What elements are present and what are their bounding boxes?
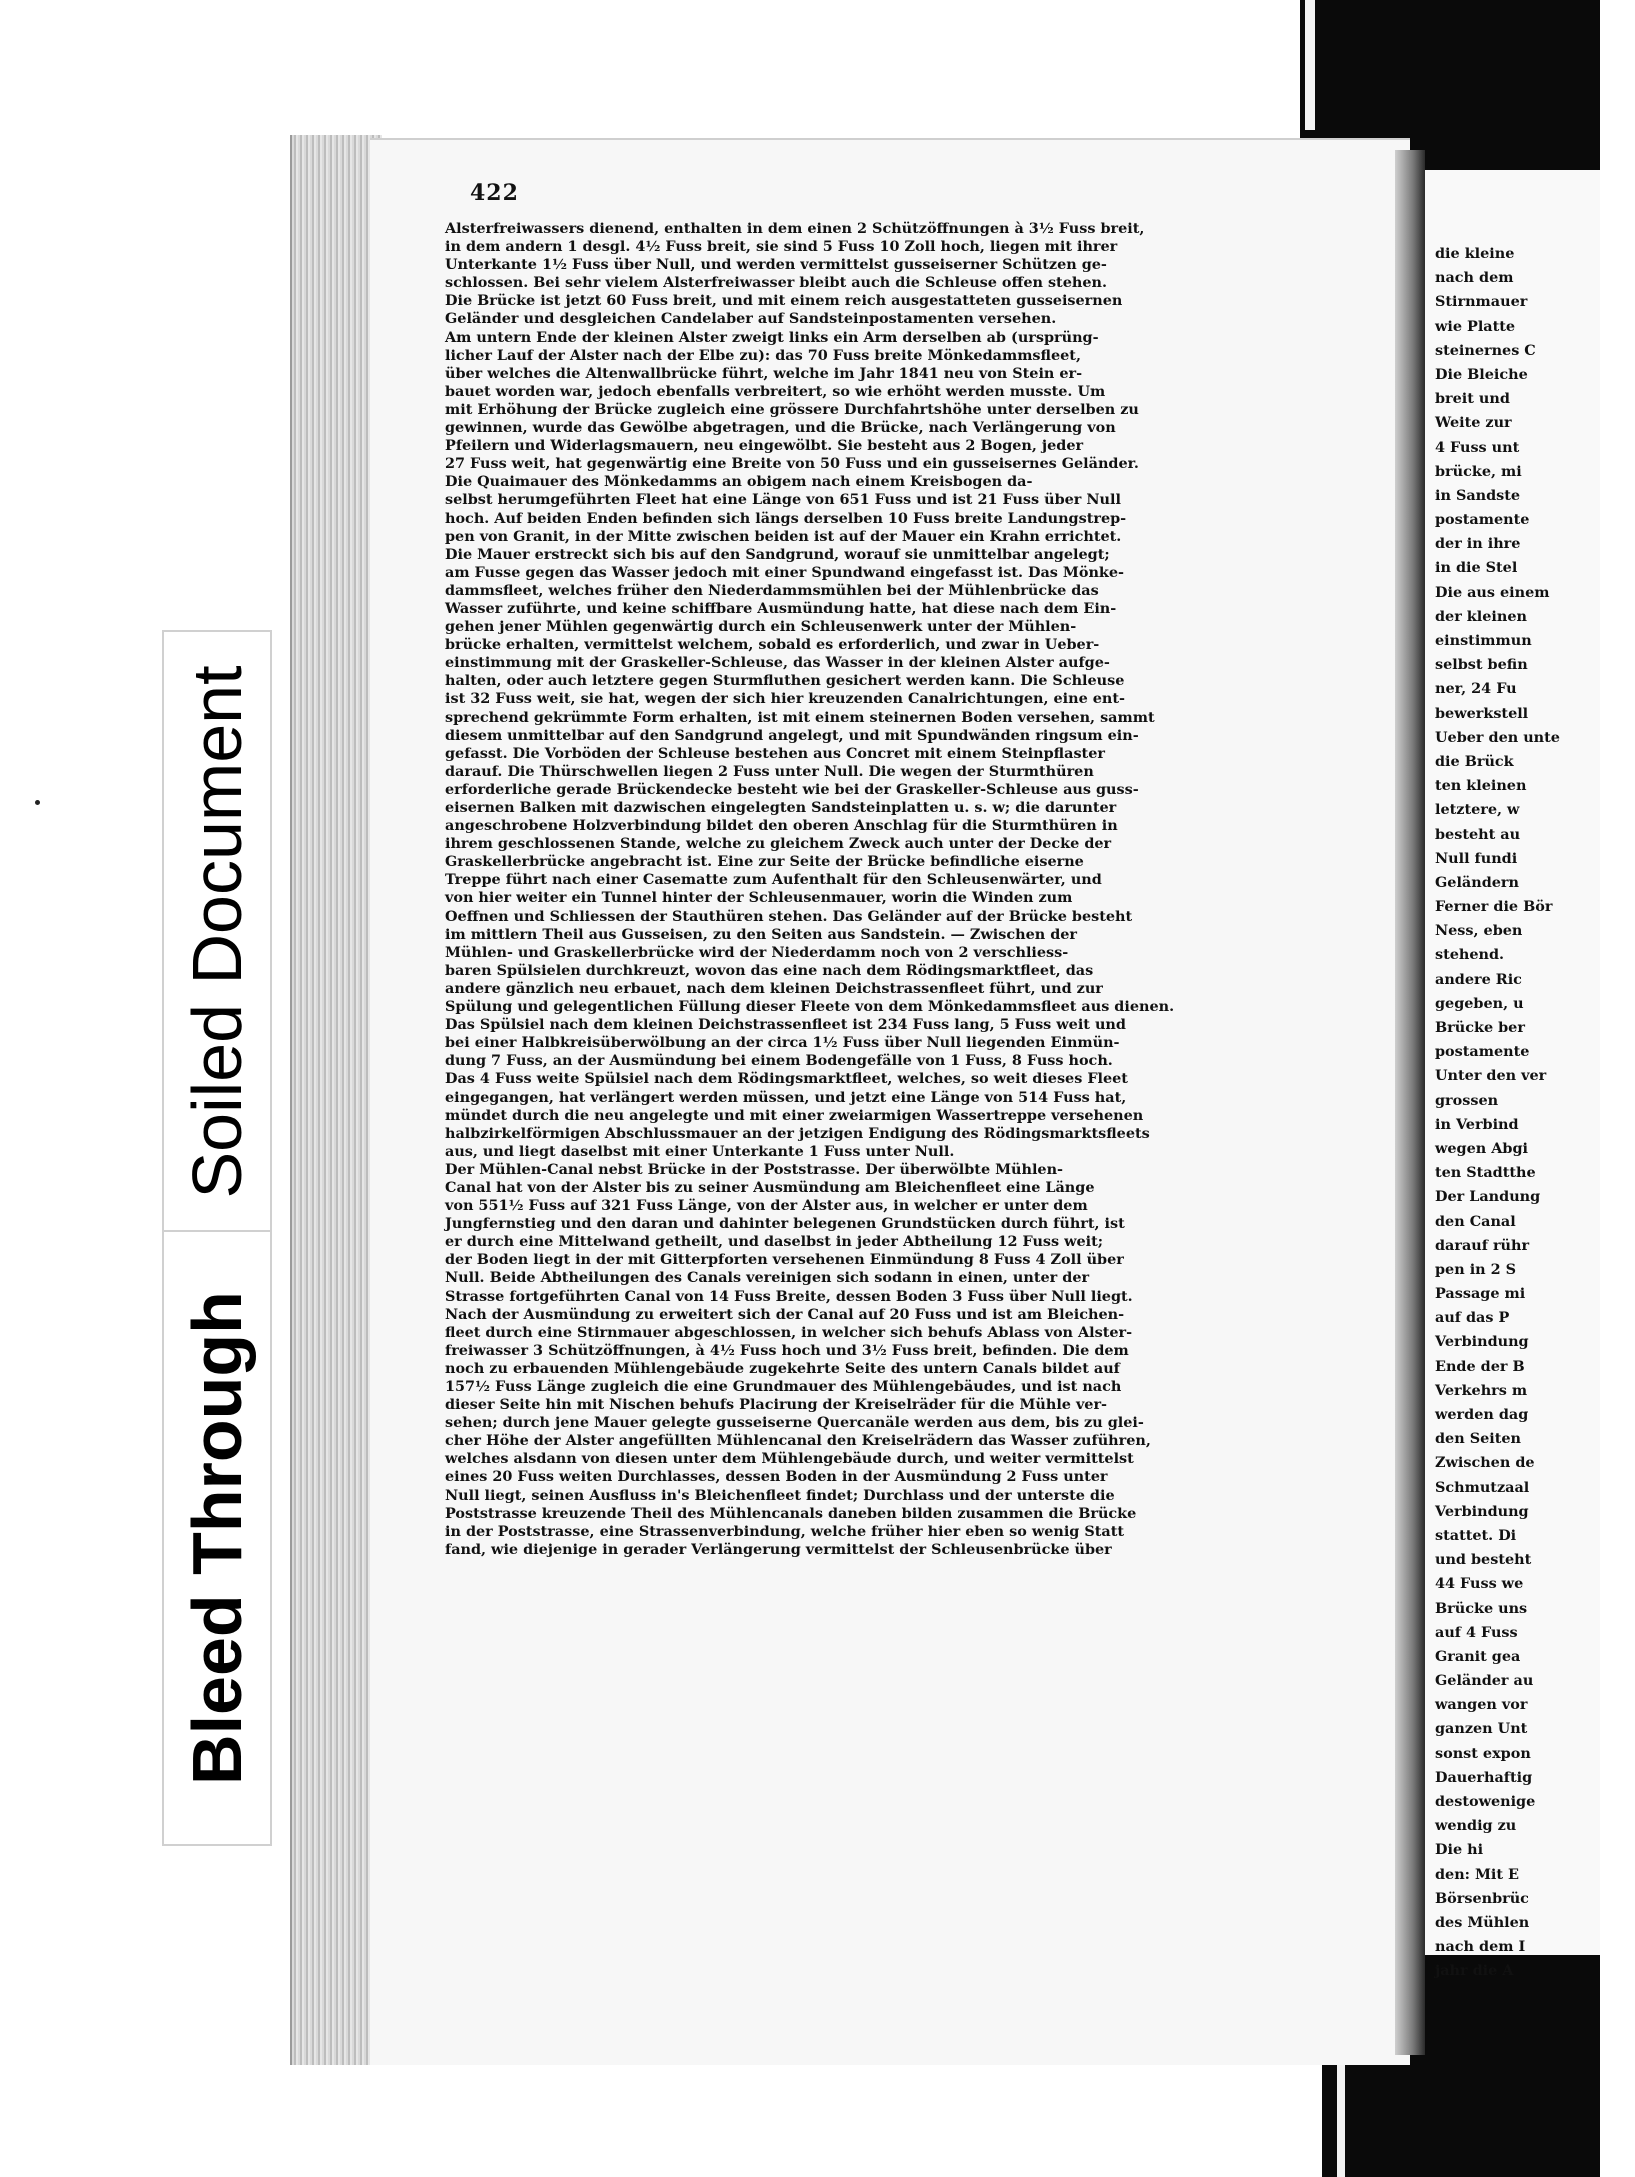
text-line: in dem andern 1 desgl. 4½ Fuss breit, sie sind 5 Fuss 10 Zoll hoch, liegen mit ihrer (445, 238, 1118, 256)
text-line: Weite zur (1435, 414, 1512, 432)
text-line: den Seiten (1435, 1430, 1521, 1448)
text-line: Der Mühlen-Canal nebst Brücke in der Poststrasse. Der überwölbte Mühlen- (445, 1160, 1064, 1178)
text-line: des Mühlen (1435, 1913, 1530, 1931)
text-line: stehend. (1435, 946, 1505, 964)
text-line: jahr die A (1435, 1962, 1514, 1980)
text-line: fleet durch eine Stirnmauer abgeschlossen, in welcher sich behufs Ablass von Alster- (445, 1323, 1133, 1341)
text-line: Unterkante 1½ Fuss über Null, und werden vermittelst gusseiserner Schützen ge- (445, 256, 1107, 274)
text-line: im mittlern Theil aus Gusseisen, zu den Seiten aus Sandstein. — Zwischen der (445, 925, 1077, 943)
text-line: gegeben, u (1435, 994, 1524, 1012)
text-line: dung 7 Fuss, an der Ausmündung bei einem Bodengefälle von 1 Fuss, 8 Fuss hoch. (445, 1052, 1113, 1070)
text-line: angeschrobene Holzverbindung bildet den oberen Anschlag für die Sturmthüren in (445, 817, 1118, 835)
text-line: über welches die Altenwallbrücke führt, welche im Jahr 1841 neu von Stein er- (445, 364, 1083, 382)
text-line: darauf. Die Thürschwellen liegen 2 Fuss unter Null. Die wegen der Sturmthüren (445, 762, 1094, 780)
text-line: ganzen Unt (1435, 1720, 1528, 1738)
text-line: wangen vor (1435, 1696, 1528, 1714)
text-line: ist 32 Fuss weit, sie hat, wegen der sich hier kreuzenden Canalrichtungen, eine ent- (445, 690, 1126, 708)
text-line: Null liegt, seinen Ausfluss in's Bleichenfleet findet; Durchlass und der unterste die (445, 1486, 1115, 1504)
text-line: bauet worden war, jedoch ebenfalls verbreitert, so wie erhöht werden musste. Um (445, 382, 1106, 400)
text-line: Granit gea (1435, 1647, 1521, 1665)
page-body-text (445, 220, 1365, 1559)
text-line: postamente (1435, 1043, 1530, 1061)
text-line: in Sandste (1435, 486, 1521, 504)
text-line: wie Platte (1435, 317, 1516, 335)
text-line: postamente (1435, 511, 1530, 529)
text-line: gewinnen, wurde das Gewölbe abgetragen, und die Brücke, nach Verlängerung von (445, 419, 1116, 437)
text-line: dammsfleet, welches früher den Niederdammsmühlen bei der Mühlenbrücke das (445, 581, 1099, 599)
text-line: breit und (1435, 390, 1510, 408)
text-line: bewerkstell (1435, 704, 1529, 722)
text-line: Ferner die Bör (1435, 898, 1553, 916)
text-line: sehen; durch jene Mauer gelegte gusseiserne Quercanäle werden aus dem, bis zu glei- (445, 1414, 1144, 1432)
text-line: selbst herumgeführten Fleet hat eine Länge von 651 Fuss und ist 21 Fuss über Null (445, 491, 1121, 509)
text-line: in die Stel (1435, 559, 1518, 577)
text-line: Brücke ber (1435, 1019, 1525, 1036)
book-page-right (1425, 170, 1600, 1980)
text-line: Geländer au (1435, 1672, 1534, 1690)
text-line: Stirnmauer (1435, 293, 1528, 311)
text-line: der Boden liegt in der mit Gitterpforten versehenen Einmündung 8 Fuss 4 Zoll über (445, 1251, 1124, 1269)
text-line: Brücke uns (1435, 1599, 1528, 1617)
soiled-document-text: Soiled Document (178, 665, 256, 1199)
text-line: Alsterfreiwassers dienend, enthalten in dem einen 2 Schützöffnungen à 3½ Fuss breit, (445, 220, 1145, 237)
text-line: Passage mi (1435, 1285, 1526, 1303)
text-line: ten kleinen (1435, 777, 1527, 795)
text-line: den: Mit E (1435, 1865, 1520, 1883)
text-line: in Verbind (1435, 1115, 1519, 1133)
text-line: cher Höhe der Alster angefüllten Mühlencanal den Kreiselrädern das Wasser zuführen, (445, 1432, 1151, 1450)
text-line: pen in 2 S (1435, 1260, 1517, 1278)
text-line: letztere, w (1435, 801, 1520, 819)
text-line: Canal hat von der Alster bis zu seiner Ausmündung am Bleichenfleet eine Länge (445, 1178, 1095, 1196)
text-line: die Brück (1435, 752, 1514, 770)
text-line: grossen (1435, 1091, 1499, 1109)
text-line: der in ihre (1435, 535, 1521, 553)
text-line: Jungfernstieg und den daran und dahinter belegenen Grundstücken durch führt, ist (445, 1215, 1125, 1233)
text-line: in der Poststrasse, eine Strassenverbindung, welche früher hier eben so wenig Statt (445, 1522, 1125, 1540)
text-line: 157½ Fuss Länge zugleich die eine Grundmauer des Mühlengebäudes, und ist nach (445, 1378, 1122, 1395)
text-line: wendig zu (1435, 1817, 1517, 1835)
text-line: 44 Fuss we (1435, 1575, 1524, 1593)
text-line: Verbindung (1435, 1333, 1529, 1351)
text-line: hoch. Auf beiden Enden befinden sich längs derselben 10 Fuss breite Landungstrep- (445, 509, 1127, 527)
text-line: Zwischen de (1435, 1454, 1535, 1472)
text-line: licher Lauf der Alster nach der Elbe zu): das 70 Fuss breite Mönkedammsfleet, (445, 346, 1081, 364)
text-line: auf 4 Fuss (1435, 1623, 1518, 1641)
text-line: von 551½ Fuss auf 321 Fuss Länge, von der Alster aus, in welcher er unter dem (445, 1197, 1088, 1215)
text-line: ihrem geschlossenen Stande, welche zu gleichem Zweck auch unter der Decke der (445, 835, 1112, 853)
text-line: Geländer und desgleichen Candelaber auf Sandsteinpostamenten versehen. (445, 310, 1057, 328)
text-line: sprechend gekrümmte Form erhalten, ist mit einem steinernen Boden versehen, sammt (445, 708, 1155, 726)
text-line: Börsenbrüc (1435, 1889, 1529, 1907)
text-line: andere Ric (1435, 970, 1522, 988)
text-line: Null fundi (1435, 849, 1518, 867)
text-line: Ness, eben (1435, 922, 1523, 940)
text-line: halten, oder auch letztere gegen Sturmfluthen gesichert werden kann. Die Schleuse (445, 672, 1125, 690)
text-line: Unter den ver (1435, 1067, 1547, 1085)
text-line: brücke, mi (1435, 462, 1522, 480)
bleed-through-label (162, 1230, 272, 1846)
text-line: eines 20 Fuss weiten Durchlasses, dessen Boden in der Ausmündung 2 Fuss unter (445, 1468, 1108, 1486)
text-line: selbst befin (1435, 656, 1528, 674)
text-line: andere gänzlich neu erbauet, nach dem kleinen Deichstrassenfleet führt, und zur (445, 979, 1103, 997)
text-line: brücke erhalten, vermittelst welchem, sobald es erforderlich, und zwar in Ueber- (445, 636, 1100, 654)
text-line: Poststrasse kreuzende Theil des Mühlencanals daneben bilden zusammen die Brücke (445, 1504, 1137, 1522)
text-line: und besteht (1435, 1551, 1532, 1569)
soiled-document-label (162, 630, 272, 1234)
text-line: von hier weiter ein Tunnel hinter der Schleusenmauer, worin die Winden zum (445, 889, 1073, 907)
text-line: Die hi (1435, 1841, 1484, 1859)
text-line: am Fusse gegen das Wasser jedoch mit einer Spundwand eingefasst ist. Das Mönke- (445, 563, 1125, 581)
text-line: destowenige (1435, 1793, 1536, 1810)
text-line: wegen Abgi (1435, 1139, 1528, 1157)
text-line: freiwasser 3 Schützöffnungen, à 4½ Fuss hoch und 3½ Fuss breit, befinden. Die dem (445, 1341, 1129, 1359)
text-line: diesem unmittelbar auf den Sandgrund angelegt, und mit Spundwänden ringsum ein- (445, 726, 1139, 744)
speck-mark (35, 800, 40, 805)
text-line: auf das P (1435, 1309, 1510, 1327)
text-line: einstimmun (1435, 632, 1532, 649)
text-line: halbzirkelförmigen Abschlussmauer an der jetzigen Endigung des Rödingsmarktsfleets (445, 1124, 1150, 1142)
text-line: Ende der B (1435, 1357, 1525, 1375)
text-line: besteht au (1435, 825, 1521, 843)
scan-border-highlight (1305, 0, 1315, 130)
text-line: Die Quaimauer des Mönkedamms an obigem nach einem Kreisbogen da- (445, 473, 1033, 491)
book-gutter (1395, 150, 1425, 2055)
text-line: Geländern (1435, 873, 1519, 891)
text-line: noch zu erbauenden Mühlengebäude zugekehrte Seite des untern Canals bildet auf (445, 1359, 1120, 1377)
text-line: erforderliche gerade Brückendecke besteht wie bei der Graskeller-Schleuse aus guss- (445, 780, 1139, 798)
text-line: Wasser zuführte, und keine schiffbare Ausmündung hatte, hat diese nach dem Ein- (445, 599, 1117, 617)
text-line: mit Erhöhung der Brücke zugleich eine grössere Durchfahrtshöhe unter derselben zu (445, 400, 1139, 418)
text-line: eingegangen, hat verlängert werden müssen, und jetzt eine Länge von 514 Fuss hat, (445, 1088, 1127, 1106)
text-line: Verkehrs m (1435, 1381, 1528, 1399)
text-line: ner, 24 Fu (1435, 680, 1517, 698)
text-line: die kleine (1435, 245, 1515, 262)
text-line: Mühlen- und Graskellerbrücke wird der Niederdamm noch von 2 verschliess- (445, 943, 1069, 961)
text-line: pen von Granit, in der Mitte zwischen beiden ist auf der Mauer ein Krahn errichtet. (445, 527, 1122, 545)
text-line: steinernes C (1435, 341, 1536, 359)
text-line: Der Landung (1435, 1188, 1541, 1206)
text-line: gefasst. Die Vorböden der Schleuse bestehen aus Concret mit einem Steinpflaster (445, 744, 1105, 762)
text-line: nach dem (1435, 269, 1514, 287)
text-line: Graskellerbrücke angebracht ist. Eine zur Seite der Brücke befindliche eiserne (445, 853, 1084, 871)
text-line: Strasse fortgeführten Canal von 14 Fuss Breite, dessen Boden 3 Fuss über Null liegt. (445, 1287, 1133, 1305)
text-line: nach dem I (1435, 1938, 1526, 1956)
text-line: Oeffnen und Schliessen der Stauthüren stehen. Das Geländer auf der Brücke besteht (445, 907, 1133, 925)
text-line: Die aus einem (1435, 583, 1550, 601)
text-line: stattet. Di (1435, 1526, 1517, 1544)
text-line: darauf rühr (1435, 1236, 1530, 1254)
text-line: 27 Fuss weit, hat gegenwärtig eine Breite von 50 Fuss und ein gusseisernes Geländer. (445, 455, 1139, 473)
text-line: Die Brücke ist jetzt 60 Fuss breit, und mit einem reich ausgestatteten gusseisernen (445, 292, 1123, 310)
text-line: Das Spülsiel nach dem kleinen Deichstrassenfleet ist 234 Fuss lang, 5 Fuss weit und (445, 1016, 1126, 1034)
text-line: er durch eine Mittelwand getheilt, und daselbst in jeder Abtheilung 12 Fuss weit; (445, 1233, 1104, 1251)
text-line: fand, wie diejenige in gerader Verlängerung vermittelst der Schleusenbrücke über (445, 1540, 1112, 1558)
text-line: Das 4 Fuss weite Spülsiel nach dem Rödingsmarktfleet, welches, so weit dieses Fleet (445, 1070, 1128, 1088)
text-line: den Canal (1435, 1212, 1516, 1230)
text-line: Pfeilern und Widerlagsmauern, neu eingewölbt. Sie besteht aus 2 Bogen, jeder (445, 437, 1084, 455)
book-page-edges (290, 135, 382, 2065)
text-line: schlossen. Bei sehr vielem Alsterfreiwasser bleibt auch die Schleuse offen stehen. (445, 274, 1107, 292)
text-line: Schmutzaal (1435, 1478, 1530, 1496)
text-line: baren Spülsielen durchkreuzt, wovon das eine nach dem Rödingsmarktfleet, das (445, 961, 1094, 979)
text-line: bei einer Halbkreisüberwölbung an der circa 1½ Fuss über Null liegenden Einmün- (445, 1034, 1120, 1052)
text-line: mündet durch die neu angelegte und mit einer zweiarmigen Wassertreppe versehenen (445, 1106, 1144, 1124)
text-line: welches alsdann von diesen unter dem Mühlengebäude durch, und weiter vermittelst (445, 1450, 1134, 1468)
text-line: Die Bleiche (1435, 365, 1528, 383)
text-line: Nach der Ausmündung zu erweitert sich der Canal auf 20 Fuss und ist am Bleichen- (445, 1305, 1125, 1323)
text-line: einstimmung mit der Graskeller-Schleuse, das Wasser in der kleinen Alster aufge- (445, 654, 1110, 672)
text-line: gehen jener Mühlen gegenwärtig durch ein Schleusenwerk unter der Mühlen- (445, 618, 1077, 636)
text-line: Verbindung (1435, 1502, 1529, 1520)
text-line: Ueber den unte (1435, 728, 1560, 746)
text-line: werden dag (1435, 1406, 1529, 1423)
text-line: dieser Seite hin mit Nischen behufs Placirung der Kreiselräder für die Mühle ver- (445, 1396, 1108, 1414)
page-number: 422 (470, 180, 519, 206)
text-line: eisernen Balken mit dazwischen eingelegten Sandsteinplatten u. s. w; die darunter (445, 799, 1117, 816)
text-line: Die Mauer erstreckt sich bis auf den Sandgrund, worauf sie unmittelbar angelegt; (445, 545, 1110, 563)
text-line: sonst expon (1435, 1744, 1531, 1762)
text-line: Am untern Ende der kleinen Alster zweigt links ein Arm derselben ab (ursprüng- (445, 328, 1099, 346)
text-line: der kleinen (1435, 607, 1527, 625)
text-line: aus, und liegt daselbst mit einer Unterkante 1 Fuss unter Null. (445, 1142, 955, 1160)
text-line: Spülung und gelegentlichen Füllung dieser Fleete von dem Mönkedammsfleet aus dienen. (445, 998, 1175, 1016)
text-line: ten Stadtthe (1435, 1164, 1536, 1182)
bleed-through-text: Bleed Through (178, 1291, 256, 1785)
text-line: 4 Fuss unt (1435, 438, 1520, 456)
text-line: Treppe führt nach einer Casematte zum Aufenthalt für den Schleusenwärter, und (445, 871, 1102, 889)
text-line: Dauerhaftig (1435, 1768, 1533, 1786)
text-line: Null. Beide Abtheilungen des Canals vereinigen sich sodann in einen, unter der (445, 1269, 1090, 1287)
right-page-text (1435, 242, 1635, 1984)
